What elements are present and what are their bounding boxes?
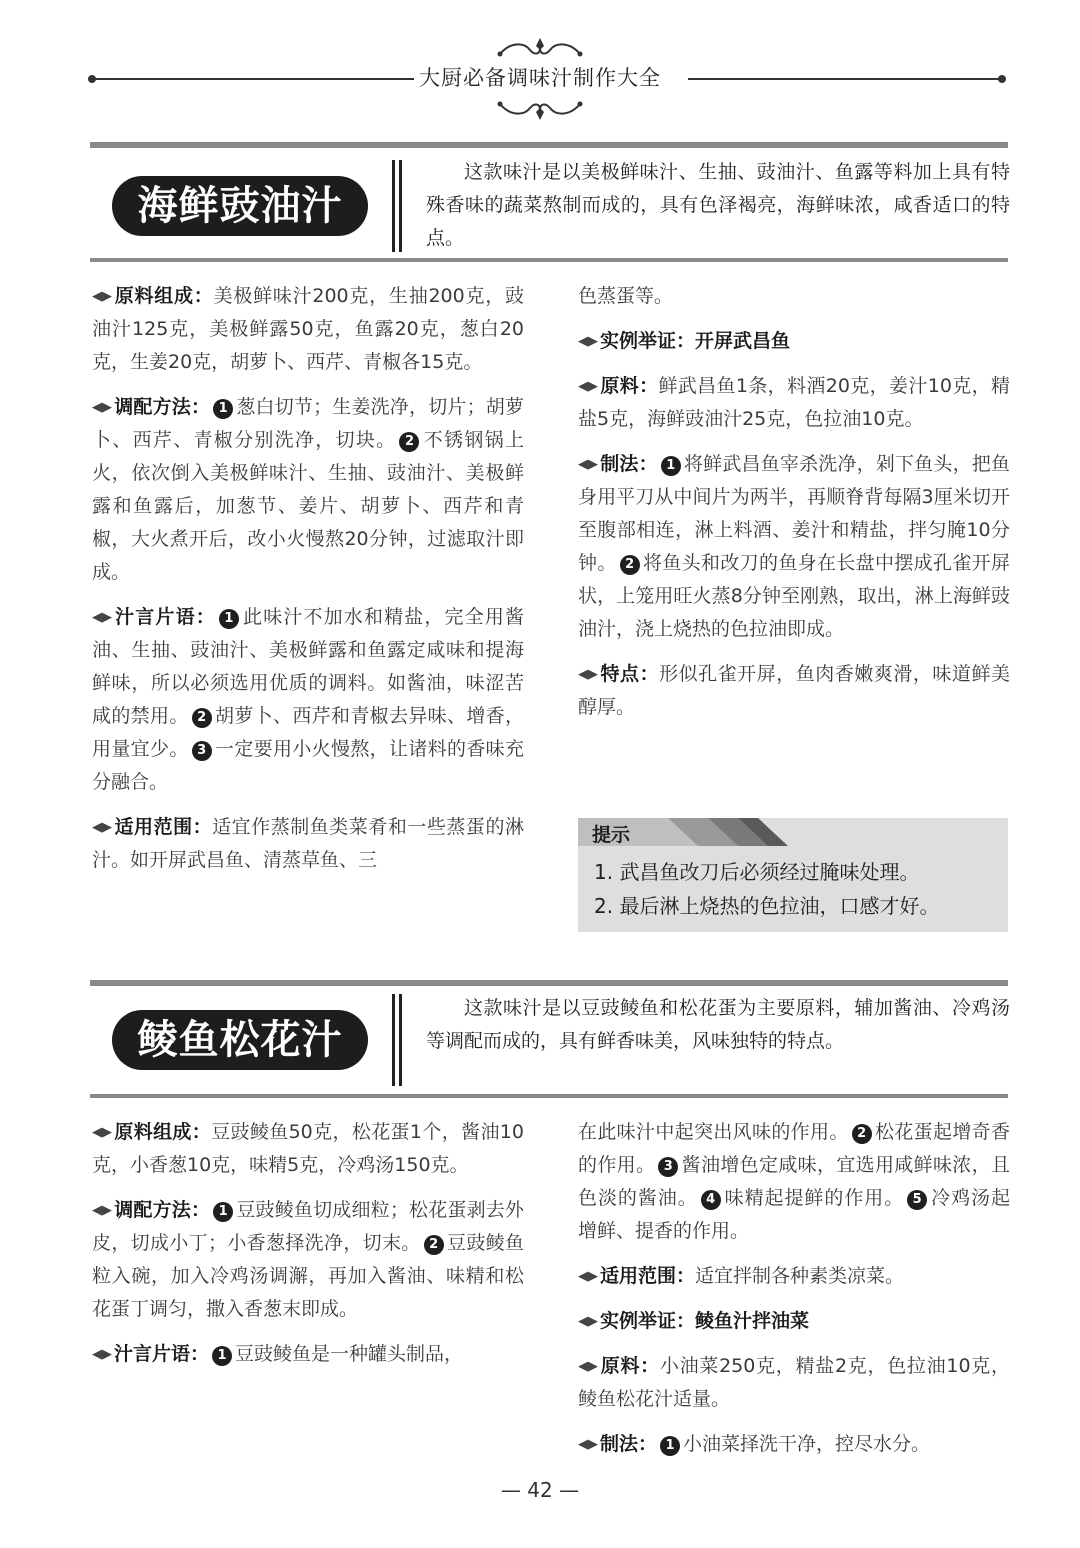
step-number-icon: 1: [661, 456, 681, 476]
s1-usage-cont: 色蒸蛋等。: [578, 285, 674, 307]
step-number-icon: 1: [660, 1436, 680, 1456]
section2-title-badge: [112, 1010, 368, 1070]
diamond-arrow-icon: ◀▶: [578, 334, 598, 349]
s2-materials: ◀▶ 原料：小油菜250克，精盐2克，色拉油10克，鲮鱼松花汁适量。: [578, 1350, 1010, 1416]
s2-procedure: ◀▶ 制法： 1 小油菜择洗干净，控尽水分。: [578, 1428, 1010, 1461]
section1-divider-b: [399, 160, 402, 252]
hint-label: 提示: [592, 824, 631, 846]
diamond-arrow-icon: ◀▶: [92, 610, 112, 625]
section2-intro: 这款味汁是以豆豉鲮鱼和松花蛋为主要原料，辅加酱油、冷鸡汤等调配而成的，具有鲜香味美，风味独特的特点。: [426, 997, 1010, 1052]
s1-tips: ◀▶ 汁言片语： 1 此味汁不加水和精盐，完全用酱油、生抽、豉油汁、美极鲜露和鱼露定咸味和提海鲜味，所以必须选用优质的调料。如酱油，味涩苦咸的禁用。 2 胡萝卜、西芹和青椒去异味、增香，用量宜少。 3 一定要用小火慢熬，让诸料的香味充分融合。: [92, 601, 524, 799]
section2-right-column: [578, 1116, 1010, 1473]
s2-tips: ◀▶ 汁言片语： 1 豆豉鲮鱼是一种罐头制品，: [92, 1338, 524, 1371]
s1-procedure: ◀▶ 制法： 1 将鲜武昌鱼宰杀洗净，剁下鱼头，把鱼身用平刀从中间片为两半，再顺脊背每隔3厘米切开至腹部相连，淋上料酒、姜汁和精盐，拌匀腌10分钟。 2 将鱼头和改刀的鱼身在长盘中摆成孔雀开屏状，上笼用旺火蒸8分钟至刚熟，取出，淋上海鲜豉油汁，浇上烧热的色拉油即成。: [578, 448, 1010, 646]
diamond-arrow-icon: ◀▶: [92, 289, 112, 304]
diamond-arrow-icon: ◀▶: [578, 379, 598, 394]
s2-ingredients: ◀▶ 原料组成：豆豉鲮鱼50克，松花蛋1个，酱油10克，小香葱10克，味精5克，冷鸡汤150克。: [92, 1116, 524, 1182]
header-ornament-top: [490, 36, 590, 62]
s1-method: ◀▶ 调配方法： 1 葱白切节；生姜洗净，切片；胡萝卜、西芹、青椒分别洗净，切块。 2 不锈钢锅上火，依次倒入美极鲜味汁、生抽、豉油汁、美极鲜露和鱼露后，加葱节、姜片、胡萝卜、西芹和青椒，大火煮开后，改小火慢熬20分钟，过滤取汁即成。: [92, 391, 524, 589]
diamond-arrow-icon: ◀▶: [578, 1314, 598, 1329]
section1-left-column: [92, 280, 524, 889]
section1-title-badge: [112, 176, 368, 236]
section1-top-bar: [90, 142, 1008, 148]
section2-left-column: [92, 1116, 524, 1383]
diamond-arrow-icon: ◀▶: [92, 400, 112, 415]
section2-title: 鲮鱼松花汁: [137, 1017, 343, 1063]
step-number-icon: 1: [212, 1346, 232, 1366]
s2-tips-cont: 在此味汁中起突出风味的作用。 2 松花蛋起增奇香的作用。 3 酱油增色定咸味，宜选用咸鲜味浓，且色淡的酱油。 4 味精起提鲜的作用。 5 冷鸡汤起增鲜、提香的作用。: [578, 1121, 1010, 1242]
diamond-arrow-icon: ◀▶: [578, 457, 598, 472]
step-number-icon: 1: [219, 609, 239, 629]
s1-materials: ◀▶ 原料：鲜武昌鱼1条，料酒20克，姜汁10克，精盐5克，海鲜豉油汁25克，色拉油10克。: [578, 370, 1010, 436]
s2-example: ◀▶ 实例举证：鲮鱼汁拌油菜: [578, 1305, 1010, 1338]
section1-right-column: [578, 280, 1010, 736]
step-number-icon: 2: [399, 432, 419, 452]
diamond-arrow-icon: ◀▶: [578, 1359, 598, 1374]
hint-item-1: 1. 武昌鱼改刀后必须经过腌味处理。: [594, 860, 920, 884]
diamond-arrow-icon: ◀▶: [92, 1125, 112, 1140]
s2-usage: ◀▶ 适用范围：适宜拌制各种素类凉菜。: [578, 1260, 1010, 1293]
diamond-arrow-icon: ◀▶: [92, 1347, 112, 1362]
step-number-icon: 4: [701, 1190, 721, 1210]
section2-top-bar: [90, 980, 1008, 986]
section1-title: 海鲜豉油汁: [137, 183, 343, 229]
step-number-icon: 2: [192, 708, 212, 728]
step-number-icon: 5: [907, 1190, 927, 1210]
hint-item-2: 2. 最后淋上烧热的色拉油，口感才好。: [594, 894, 940, 918]
hint-box: [578, 818, 1008, 932]
section2-divider-b: [399, 994, 402, 1086]
step-number-icon: 2: [424, 1235, 444, 1255]
s1-example: ◀▶ 实例举证：开屏武昌鱼: [578, 325, 1010, 358]
s1-ingredients: ◀▶ 原料组成：美极鲜味汁200克，生抽200克，豉油汁125克，美极鲜露50克，鱼露20克，葱白20克，生姜20克，胡萝卜、西芹、青椒各15克。: [92, 280, 524, 379]
section1-divider-a: [392, 160, 395, 252]
diamond-arrow-icon: ◀▶: [92, 1203, 112, 1218]
page-header-title: 大厨必备调味汁制作大全: [419, 66, 661, 90]
step-number-icon: 3: [192, 741, 212, 761]
section1-bottom-bar: [90, 258, 1008, 262]
section2-bottom-bar: [90, 1094, 1008, 1098]
section1-intro: 这款味汁是以美极鲜味汁、生抽、豉油汁、鱼露等料加上具有特殊香味的蔬菜熬制而成的，具有色泽褐亮，海鲜味浓，咸香适口的特点。: [426, 161, 1010, 249]
diamond-arrow-icon: ◀▶: [578, 1269, 598, 1284]
s1-feature: ◀▶ 特点：形似孔雀开屏，鱼肉香嫩爽滑，味道鲜美醇厚。: [578, 658, 1010, 724]
diamond-arrow-icon: ◀▶: [92, 820, 112, 835]
header-ornament-bottom: [490, 96, 590, 122]
step-number-icon: 3: [658, 1157, 678, 1177]
step-number-icon: 2: [852, 1124, 872, 1144]
hint-stripe-decoration: [668, 818, 808, 846]
s1-usage: ◀▶ 适用范围：适宜作蒸制鱼类菜肴和一些蒸蛋的淋汁。如开屏武昌鱼、清蒸草鱼、三: [92, 811, 524, 877]
diamond-arrow-icon: ◀▶: [578, 1437, 598, 1452]
step-number-icon: 1: [213, 399, 233, 419]
diamond-arrow-icon: ◀▶: [578, 667, 598, 682]
s2-method: ◀▶ 调配方法： 1 豆豉鲮鱼切成细粒；松花蛋剥去外皮，切成小丁；小香葱择洗净，切末。 2 豆豉鲮鱼粒入碗，加入冷鸡汤调澥，再加入酱油、味精和松花蛋丁调匀，撒入香葱末即成。: [92, 1194, 524, 1326]
section2-divider-a: [392, 994, 395, 1086]
step-number-icon: 1: [213, 1202, 233, 1222]
step-number-icon: 2: [620, 555, 640, 575]
page-number: — 42 —: [500, 1478, 580, 1502]
